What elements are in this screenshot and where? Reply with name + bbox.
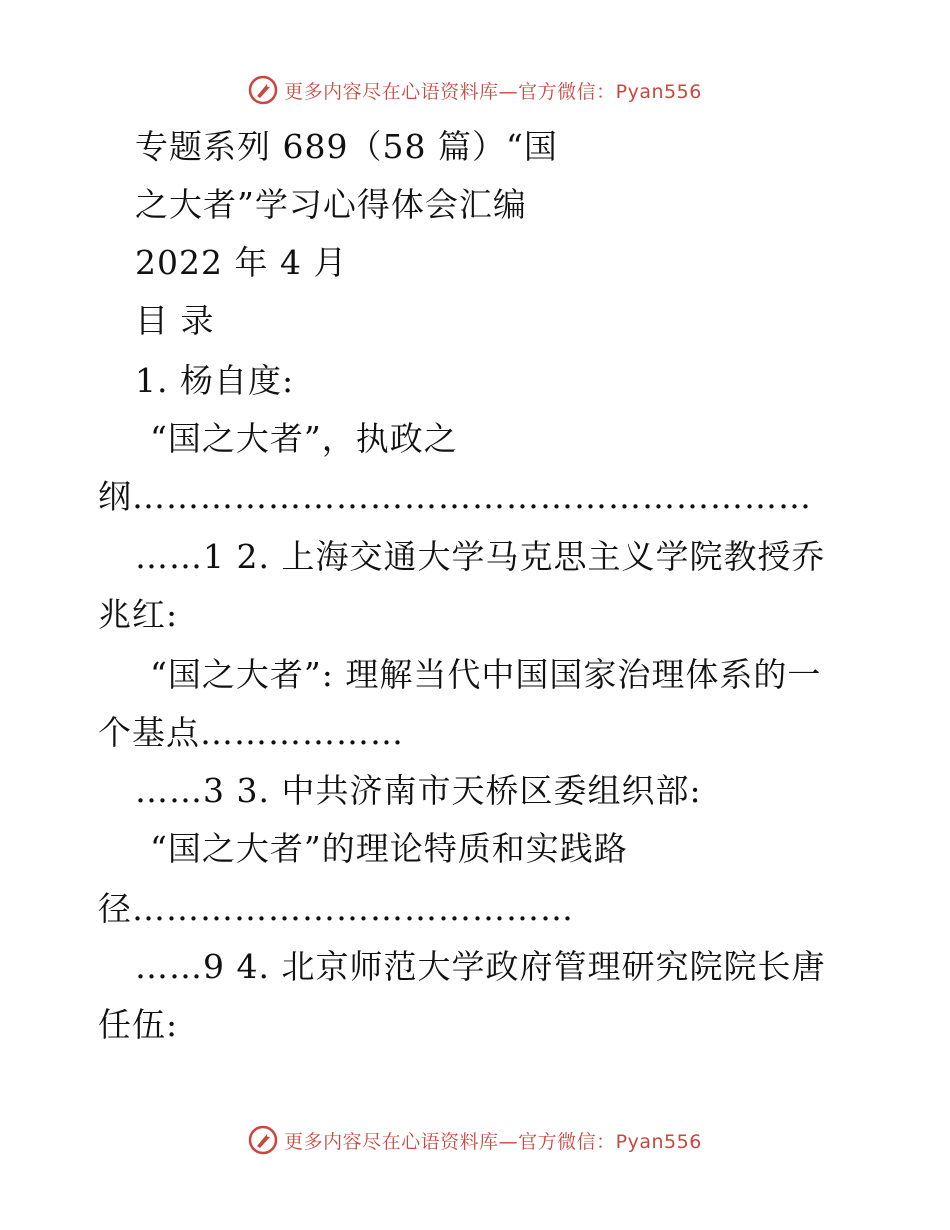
toc-entry-line: ……1 2. 上海交通大学马克思主义学院教授乔 [135,537,826,576]
doc-title-line-2: 之大者”学习心得体会汇编 [135,185,527,224]
watermark-text: 更多内容尽在心语资料库—官方微信：Pyan556 [284,80,702,103]
doc-title-line-1: 专题系列 689（58 篇）“国 [135,127,558,166]
footer-watermark [0,1120,950,1160]
toc-entry-line: ……3 3. 中共济南市天桥区委组织部: [135,771,702,810]
doc-date: 2022 年 4 月 [135,243,348,282]
toc-entry-line: “国之大者”: 理解当代中国国家治理体系的一 [150,655,822,694]
toc-entry-line: 纲…………………………………………………… [98,477,812,516]
toc-heading: 目 录 [135,301,215,340]
toc-entry-line: “国之大者”的理论特质和实践路 [150,829,628,868]
toc-entry-line: 个基点……………… [98,713,404,752]
toc-entry-line: 1. 杨自度: [135,361,295,400]
toc-entry-line: “国之大者”，执政之 [150,419,458,458]
pen-nib-logo-icon [248,75,278,105]
watermark-group [248,1125,702,1155]
header-watermark [0,70,950,110]
toc-entry-line: 径………………………………… [98,889,574,928]
toc-entry-line: 兆红: [98,595,179,634]
toc-entry-line: 任伍: [98,1005,179,1044]
watermark-text: 更多内容尽在心语资料库—官方微信：Pyan556 [284,1130,702,1153]
toc-entry-line: ……9 4. 北京师范大学政府管理研究院院长唐 [135,947,826,986]
watermark-group [248,75,702,105]
pen-nib-logo-icon [248,1125,278,1155]
